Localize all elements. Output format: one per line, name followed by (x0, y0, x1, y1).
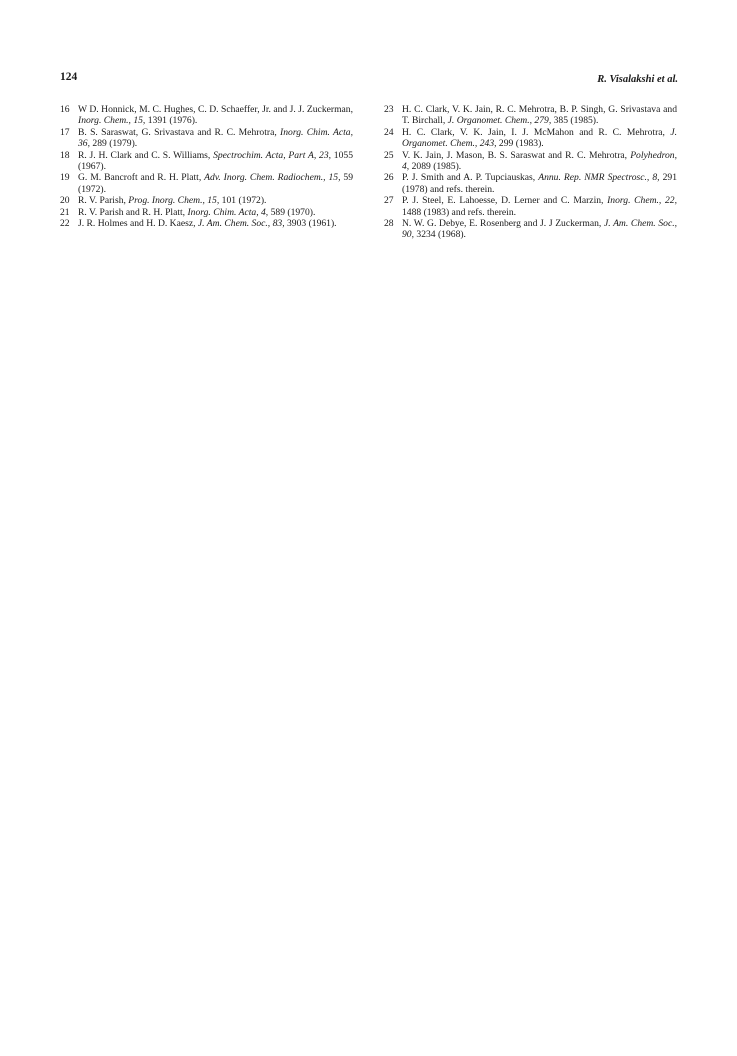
reference-journal: Inorg. Chim. Acta, 4, (187, 206, 269, 218)
reference-number: 19 (60, 172, 70, 184)
reference-segment: R. V. Parish and R. H. Platt, (78, 206, 188, 218)
reference-text (402, 195, 677, 218)
reference-text (402, 127, 677, 150)
references-left-column (60, 104, 353, 229)
reference-journal: Inorg. Chem., 15, (78, 115, 146, 127)
reference-segment: W D. Honnick, M. C. Hughes, C. D. Schaeffer, Jr. and J. J. Zuckerman, (78, 104, 353, 115)
reference-number: 16 (60, 104, 70, 115)
reference-item (384, 195, 677, 218)
reference-number: 20 (60, 195, 70, 207)
reference-item (60, 127, 353, 150)
reference-segment: 3903 (1961). (284, 218, 337, 230)
reference-number: 27 (384, 195, 394, 207)
reference-journal: Inorg. Chim. Acta, 36, (78, 126, 353, 150)
reference-item (60, 218, 353, 229)
reference-journal: J. Am. Chem. Soc., 90, (402, 218, 677, 241)
reference-item (384, 218, 677, 241)
reference-number: 23 (384, 104, 394, 115)
reference-text (402, 218, 677, 241)
reference-item (384, 150, 677, 173)
reference-text (78, 150, 353, 173)
reference-segment: 1488 (1983) and refs. therein. (402, 206, 517, 218)
reference-number: 25 (384, 149, 394, 161)
references-right-column (384, 104, 677, 241)
reference-journal: Spectrochim. Acta, Part A, 23, (213, 149, 332, 161)
reference-text (78, 104, 353, 127)
reference-journal: Annu. Rep. NMR Spectrosc., 8, (538, 172, 660, 184)
reference-item (384, 104, 677, 127)
reference-item (384, 127, 677, 150)
reference-segment: H. C. Clark, V. K. Jain, R. C. Mehrotra, B. P. Singh, G. Srivastava and T. Birchall, (402, 104, 677, 127)
reference-segment: 589 (1970). (268, 206, 316, 218)
reference-item (60, 195, 353, 206)
reference-segment: 299 (1983). (496, 138, 544, 150)
reference-text (402, 150, 677, 173)
reference-segment: R. V. Parish, (78, 195, 129, 207)
reference-journal: J. Organomet. Chem., 279, (447, 115, 552, 127)
reference-number: 26 (384, 172, 394, 184)
reference-number: 22 (60, 218, 70, 230)
reference-journal: Adv. Inorg. Chem. Radiochem., 15, (204, 172, 341, 184)
reference-number: 24 (384, 126, 394, 138)
reference-text (402, 104, 677, 127)
reference-item (60, 150, 353, 173)
reference-segment: 1055 (1967). (78, 149, 353, 173)
reference-journal: Polyhedron, 4, (402, 149, 677, 173)
reference-segment: 289 (1979). (90, 138, 138, 150)
reference-segment: 2089 (1985). (409, 161, 462, 173)
reference-text (78, 207, 353, 218)
page-number: 124 (60, 71, 78, 83)
reference-segment: P. J. Steel, E. Lahoesse, D. Lerner and C. Marzin, (402, 195, 608, 207)
reference-text (78, 195, 353, 206)
reference-text (78, 127, 353, 150)
reference-segment: 385 (1985). (551, 115, 599, 127)
reference-segment: G. M. Bancroft and R. H. Platt, (78, 172, 205, 184)
reference-segment: B. S. Saraswat, G. Srivastava and R. C. Mehrotra, (78, 126, 281, 138)
reference-segment: R. J. H. Clark and C. S. Williams, (78, 149, 214, 161)
reference-journal: J. Am. Chem. Soc., 83, (197, 218, 285, 230)
reference-segment: V. K. Jain, J. Mason, B. S. Saraswat and R. C. Mehrotra, (402, 149, 631, 161)
running-head: R. Visalakshi et al. (597, 74, 678, 85)
reference-item (60, 172, 353, 195)
reference-text (402, 172, 677, 195)
reference-number: 28 (384, 218, 394, 230)
reference-journal: J. Organomet. Chem., 243, (402, 126, 677, 150)
reference-segment: 1391 (1976). (145, 115, 198, 127)
reference-number: 21 (60, 206, 70, 218)
reference-segment: H. C. Clark, V. K. Jain, I. J. McMahon and R. C. Mehrotra, (402, 126, 671, 138)
reference-text (78, 218, 353, 229)
reference-number: 17 (60, 126, 70, 138)
reference-segment: P. J. Smith and A. P. Tupciauskas, (402, 172, 539, 184)
reference-item (60, 104, 353, 127)
reference-journal: Inorg. Chem., 22, (607, 195, 677, 207)
reference-segment: 101 (1972). (219, 195, 267, 207)
reference-number: 18 (60, 149, 70, 161)
reference-segment: 3234 (1968). (414, 229, 466, 241)
reference-text (78, 172, 353, 195)
reference-segment: 291 (1978) and refs. therein. (402, 172, 677, 195)
reference-segment: N. W. G. Debye, E. Rosenberg and J. J Zuckerman, (402, 218, 604, 230)
reference-item (384, 172, 677, 195)
reference-journal: Prog. Inorg. Chem., 15, (128, 195, 220, 207)
reference-segment: J. R. Holmes and H. D. Kaesz, (78, 218, 198, 230)
reference-item (60, 207, 353, 218)
reference-segment: 59 (1972). (78, 172, 353, 195)
